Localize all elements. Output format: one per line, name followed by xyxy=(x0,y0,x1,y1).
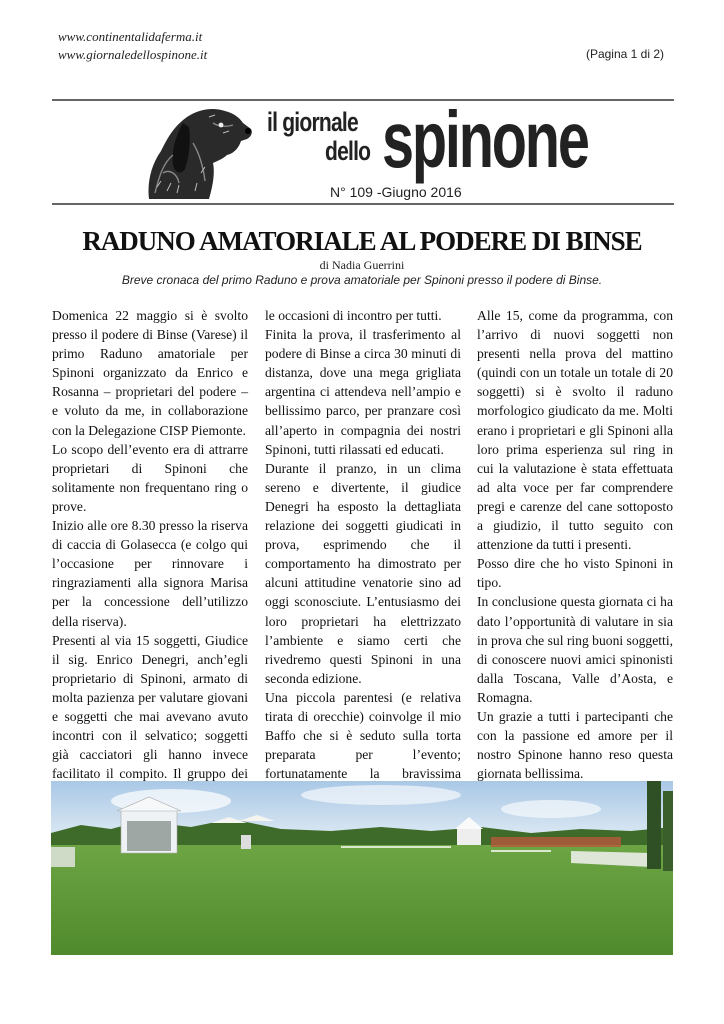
paragraph: le occasioni di incontro per tutti. xyxy=(265,308,442,323)
paragraph: Inizio alle ore 8.30 presso la riserva di caccia di Golasecca (e colgo qui l’occasione per rinnovare i ringraziamenti alla signora Marisa per la concessione dell’utilizzo della riserva). xyxy=(52,518,248,629)
bottom-rule xyxy=(52,203,674,205)
url-continentali[interactable]: www.continentalidaferma.it xyxy=(58,29,203,44)
article-column-1 xyxy=(52,306,248,860)
article-subtitle: Breve cronaca del primo Raduno e prova amatoriale per Spinoni presso il podere di Binse. xyxy=(121,273,603,287)
issue-number: N° 109 -Giugno 2016 xyxy=(330,184,462,200)
article-byline: di Nadia Guerrini xyxy=(319,258,405,272)
masthead-spinone: spinone xyxy=(382,95,588,184)
paragraph: Lo scopo dell’evento era di attrarre proprietari di Spinoni che solitamente non frequentano ring o prove. xyxy=(52,441,248,514)
paragraph: In conclusione questa giornata ci ha dato l’opportunità di valutare in sia in prova che sul ring buoni soggetti, di conoscere nuovi amici spinonisti dalla Toscana, Valle d’Aosta, e Romagna. xyxy=(477,594,673,705)
masthead-il-giornale: il giornale xyxy=(267,107,358,137)
paragraph: Posso dire che ho visto Spinoni in tipo. xyxy=(477,556,673,591)
paragraph: Durante il pranzo, in un clima sereno e divertente, il giudice Denegri ha esposto la dettagliata relazione dei soggetti giudicati in prova, esprimendo che il comportamento ha dimostrato per alcuni attitudine venatorie sino ad oggi sconosciute. L’entusiasmo dei loro proprietari ha elettrizzato l’ambiente e siamo certi che rivedremo questi Spinoni in una seconda edizione. xyxy=(265,460,461,686)
paragraph: Un grazie a tutti i partecipanti che con la passione ed amore per il nostro Spinone hanno reso questa giornata bellissima. xyxy=(477,708,673,782)
paragraph: Presenti al via 15 soggetti, Giudice il sig. Enrico Denegri, anch’egli proprietario di Spinoni, armato di molta pazienza per valutare giovani e soggetti che mai avevano avuto incontri con il selvatico; soggetti già cacciatori gli hanno invece facilitato il compito. Il gruppo dei xyxy=(52,632,248,782)
article-headline: RADUNO AMATORIALE AL PODERE DI BINSE xyxy=(82,226,642,256)
spinone-dog-logo-icon xyxy=(143,103,255,201)
header-urls xyxy=(58,28,207,64)
masthead-dello: dello xyxy=(325,136,371,166)
page-indicator: (Pagina 1 di 2) xyxy=(585,47,664,61)
paragraph: Una piccola parentesi (e relativa tirata di orecchie) coinvolge il mio Baffo che si è seduto sulla torta preparata per l’evento; fortunatamente la bravissima xyxy=(265,689,461,782)
paragraph: Finita la prova, il trasferimento al podere di Binse a circa 30 minuti di distanza, dove una mega grigliata argentina ci attendeva nell’ampio e bellissimo parco, per pranzare così all’aperto in compagnia dei nostri Spinoni, tutti rilassati ed educati. xyxy=(265,327,461,457)
paragraph: Alle 15, come da programma, con l’arrivo di nuovi soggetti non presenti nella prova del mattino (quindi con un totale un totale di 20 soggetti) si è svolto il raduno morfologico giudicato da me. Molti erano i proprietari e gli Spinoni alla loro prima esperienza sul ring in cui la valutazione è stata effettuata ad alta voce per far comprendere pregi e carenze del cane sottoposto a giudizio, il tutto seguito con attenzione da tutti i presenti. xyxy=(477,308,673,553)
paragraph: Domenica 22 maggio si è svolto presso il podere di Binse (Varese) il primo Raduno amatoriale per Spinoni organizzato da Enrico e Rosanna – proprietari del podere – e voluto da me, in collaborazione con la Delegazione CISP Piemonte. xyxy=(52,308,248,438)
event-panorama-photo xyxy=(51,781,673,955)
article-column-3 xyxy=(477,306,673,822)
article-column-2 xyxy=(265,306,461,841)
url-giornale[interactable]: www.giornaledellospinone.it xyxy=(58,47,208,62)
